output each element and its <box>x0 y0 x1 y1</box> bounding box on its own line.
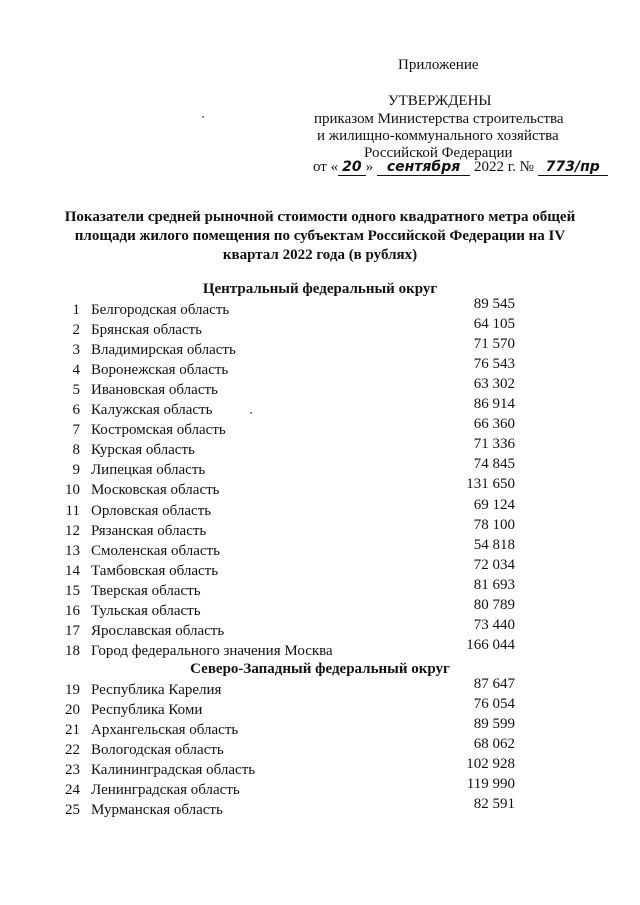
price-value: 81 693 <box>473 576 515 593</box>
region-name: Архангельская область <box>91 722 239 738</box>
price-value: 71 570 <box>473 336 515 353</box>
table-row <box>0 496 640 523</box>
row-number: 23 <box>65 762 80 779</box>
table-row <box>0 296 640 322</box>
table-row <box>0 556 640 583</box>
order-date-line <box>313 159 608 176</box>
region-name: Ленинградская область <box>91 782 240 799</box>
price-value: 87 647 <box>473 675 515 692</box>
table-row <box>0 476 640 502</box>
year-text: 2022 г. № <box>473 159 534 175</box>
table-row <box>0 436 640 462</box>
price-value: 72 034 <box>473 556 515 573</box>
price-value: 66 360 <box>473 416 515 433</box>
table-row <box>0 596 640 623</box>
region-name: Калининградская область <box>91 762 256 779</box>
region-name: Липецкая область <box>91 462 206 479</box>
row-number: 18 <box>65 642 80 659</box>
price-value: 69 124 <box>473 496 515 513</box>
table-row <box>0 356 640 382</box>
price-value: 131 650 <box>466 476 515 493</box>
district-heading: Центральный федеральный округ <box>202 281 438 297</box>
region-name: Московская область <box>91 482 220 499</box>
table-row <box>0 336 640 362</box>
region-name: Смоленская область <box>91 542 220 559</box>
handwritten-number: 773/пр <box>538 159 608 176</box>
region-name: Воронежская область <box>91 362 229 379</box>
row-number: 3 <box>72 342 80 359</box>
row-number: 12 <box>65 522 80 539</box>
price-value: 63 302 <box>473 376 515 393</box>
table-row <box>0 316 640 342</box>
price-value: 80 789 <box>473 596 515 613</box>
table-row <box>0 716 640 742</box>
table-row <box>0 616 640 643</box>
row-number: 10 <box>65 482 80 499</box>
region-name: Ярославская область <box>91 622 225 639</box>
order-line-3: Российской Федерации <box>364 145 513 161</box>
region-name: Костромская область <box>91 422 226 439</box>
row-number: 5 <box>72 382 80 399</box>
row-number: 17 <box>65 622 80 639</box>
row-number: 11 <box>65 502 80 519</box>
price-value: 119 990 <box>466 776 515 793</box>
order-line-2: и жилищно-коммунального хозяйства <box>317 128 559 144</box>
region-name: Город федерального значения Москва <box>91 642 333 659</box>
price-value: 54 818 <box>473 536 515 553</box>
row-number: 25 <box>65 802 80 819</box>
table-row <box>0 675 640 702</box>
price-value: 166 044 <box>466 636 515 653</box>
document-title: Показатели средней рыночной стоимости одного квадратного метра общей площади жилого помещения по субъектам Российской Федерации на IV квартал 2022 года (в рублях) <box>64 209 576 263</box>
row-number: 24 <box>65 782 80 799</box>
appendix-label: Приложение <box>398 57 479 73</box>
table-row <box>0 576 640 603</box>
region-name: Тульская область <box>91 602 201 619</box>
row-number: 13 <box>65 542 80 559</box>
region-name: Мурманская область <box>91 802 223 819</box>
table-row <box>0 756 640 782</box>
price-value: 76 054 <box>473 695 515 712</box>
region-name: Калужская область <box>91 402 213 419</box>
table-row <box>0 796 640 822</box>
price-value: 89 545 <box>473 296 515 312</box>
table-row <box>0 376 640 402</box>
price-value: 82 591 <box>473 796 515 813</box>
price-value: 64 105 <box>473 316 515 333</box>
table-row <box>0 736 640 762</box>
price-value: 102 928 <box>466 756 515 773</box>
table-row <box>0 396 640 422</box>
row-number: 7 <box>72 422 80 439</box>
price-value: 78 100 <box>473 516 515 533</box>
row-number: 14 <box>65 562 80 579</box>
region-name: Вологодская область <box>91 742 224 759</box>
price-value: 76 543 <box>473 356 515 373</box>
date-prefix: от « <box>313 159 339 175</box>
row-number: 8 <box>72 442 80 459</box>
price-value: 86 914 <box>473 396 515 413</box>
scan-speck <box>202 116 204 118</box>
row-number: 1 <box>72 302 80 318</box>
approved-label: УТВЕРЖДЕНЫ <box>388 93 492 109</box>
region-name: Ивановская область <box>91 382 218 399</box>
table-row <box>0 636 640 663</box>
region-name: Тверская область <box>91 582 201 599</box>
row-number: 19 <box>65 681 80 698</box>
table-row <box>0 456 640 482</box>
row-number: 4 <box>72 362 80 379</box>
region-name: Тамбовская область <box>91 562 219 579</box>
price-value: 74 845 <box>473 456 515 473</box>
row-number: 15 <box>65 582 80 599</box>
region-name: Белгородская область <box>91 302 230 318</box>
handwritten-day: 20 <box>338 159 365 176</box>
order-line-1: приказом Министерства строительства <box>314 111 564 127</box>
row-number: 2 <box>72 322 80 339</box>
price-value: 73 440 <box>473 616 515 633</box>
region-name: Владимирская область <box>91 342 236 359</box>
row-number: 22 <box>65 742 80 759</box>
district-heading: Северо-Западный федеральный округ <box>190 660 450 677</box>
row-number: 16 <box>65 602 80 619</box>
region-name: Республика Коми <box>91 701 203 718</box>
date-mid: » <box>365 159 374 175</box>
table-row <box>0 536 640 563</box>
table-row <box>0 695 640 722</box>
table-row <box>0 516 640 543</box>
region-name: Рязанская область <box>91 522 207 539</box>
handwritten-month: сентября <box>377 159 470 176</box>
region-name: Республика Карелия <box>91 681 222 698</box>
region-name: Курская область <box>91 442 195 459</box>
table-row <box>0 416 640 442</box>
row-number: 21 <box>65 722 80 738</box>
table-row <box>0 776 640 802</box>
region-name: Брянская область <box>91 322 203 339</box>
price-value: 71 336 <box>473 436 515 453</box>
row-number: 6 <box>72 402 80 419</box>
region-name: Орловская область <box>91 502 212 519</box>
row-number: 20 <box>65 701 80 718</box>
scan-speck <box>250 412 252 414</box>
price-value: 89 599 <box>473 716 515 732</box>
row-number: 9 <box>72 462 80 479</box>
price-value: 68 062 <box>473 736 515 753</box>
